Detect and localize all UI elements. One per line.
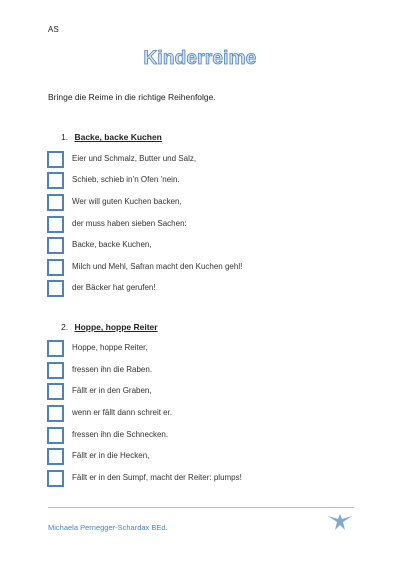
rhyme-line: wenn er fällt dann schreit er.	[72, 408, 173, 417]
checkbox[interactable]	[47, 362, 64, 379]
list-item	[47, 237, 367, 254]
rhyme-line: Fällt er in den Sumpf, macht der Reiter: plumps!	[72, 473, 242, 482]
list-item	[47, 172, 367, 189]
checkbox[interactable]	[47, 172, 64, 189]
rhyme-line: Eier und Schmalz, Butter und Salz,	[72, 154, 197, 163]
section-2-heading: Hoppe, hoppe Reiter	[74, 322, 158, 332]
checkbox[interactable]	[47, 405, 64, 422]
rhyme-line: Milch und Mehl, Safran macht den Kuchen gehl!	[72, 262, 243, 271]
section-2-title	[61, 322, 158, 332]
list-item	[47, 362, 367, 379]
checkbox[interactable]	[47, 383, 64, 400]
rhyme-line: der muss haben sieben Sachen:	[72, 219, 187, 228]
section-1-heading: Backe, backe Kuchen	[74, 132, 162, 142]
rhyme-line: fressen ihn die Raben.	[72, 365, 153, 374]
checkbox[interactable]	[47, 340, 64, 357]
rhyme-line: der Bäcker hat gerufen!	[72, 283, 156, 292]
rhyme-line: Wer will guten Kuchen backen,	[72, 197, 182, 206]
page-title: Kinderreime	[143, 48, 257, 69]
list-item	[47, 470, 367, 487]
list-item	[47, 151, 367, 168]
list-item	[47, 280, 367, 297]
header-mark: AS	[48, 25, 59, 34]
checkbox[interactable]	[47, 470, 64, 487]
list-item	[47, 448, 367, 465]
list-item	[47, 383, 367, 400]
rhyme-line: fressen ihn die Schnecken.	[72, 430, 169, 439]
section-1-number: 1.	[61, 132, 69, 142]
rhyme-line: Backe, backe Kuchen,	[72, 240, 152, 249]
rhyme-line: Schieb, schieb in’n Ofen ’nein.	[72, 175, 180, 184]
list-item	[47, 259, 367, 276]
checkbox[interactable]	[47, 427, 64, 444]
checkbox[interactable]	[47, 237, 64, 254]
footer-author: Michaela Pernegger-Schardax BEd.	[48, 523, 168, 532]
section-2-number: 2.	[61, 322, 69, 332]
footer-divider	[48, 507, 354, 508]
rhyme-line: Fällt er in den Graben,	[72, 386, 152, 395]
checkbox[interactable]	[47, 259, 64, 276]
rhyme-line: Hoppe, hoppe Reiter,	[72, 343, 148, 352]
checkbox[interactable]	[47, 151, 64, 168]
instruction-text: Bringe die Reime in die richtige Reihenfolge.	[48, 92, 216, 102]
checkbox[interactable]	[47, 194, 64, 211]
rhyme-line: Fällt er in die Hecken,	[72, 451, 150, 460]
checkbox[interactable]	[47, 448, 64, 465]
checkbox[interactable]	[47, 280, 64, 297]
section-1-title	[61, 132, 162, 142]
bird-logo-icon	[327, 513, 353, 531]
list-item	[47, 340, 367, 357]
checkbox[interactable]	[47, 216, 64, 233]
list-item	[47, 216, 367, 233]
list-item	[47, 194, 367, 211]
list-item	[47, 427, 367, 444]
list-item	[47, 405, 367, 422]
